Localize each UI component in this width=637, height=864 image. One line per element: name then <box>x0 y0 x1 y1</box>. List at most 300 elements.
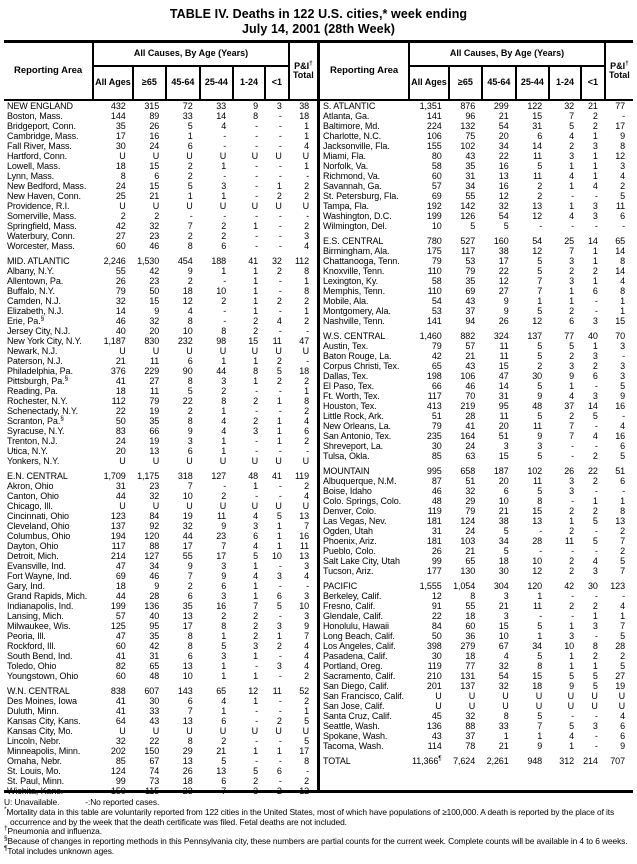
value-cell: 2 <box>304 296 309 306</box>
city-row <box>4 746 317 756</box>
value-cell: 2 <box>304 776 309 786</box>
value-cell: 1 <box>253 581 259 591</box>
city-row <box>320 221 633 231</box>
value-cell: 103 <box>460 536 476 546</box>
value-cell: 1 <box>592 256 598 266</box>
value-cell: 18 <box>115 161 126 171</box>
value-cell: 2,261 <box>486 756 509 766</box>
value-cell: 32 <box>149 491 160 501</box>
value-cell: 26 <box>115 276 126 286</box>
value-cell: 10 <box>182 326 193 336</box>
reporting-area-cell: Albuquerque, N.M. <box>323 476 397 486</box>
value-cell: 1 <box>569 296 575 306</box>
value-cell: 15 <box>532 111 543 121</box>
city-row <box>4 426 317 436</box>
value-cell: 11 <box>564 536 575 546</box>
value-cell: 1 <box>253 356 259 366</box>
value-cell: - <box>223 171 227 181</box>
reporting-area-cell: Seattle, Wash. <box>323 721 380 731</box>
value-cell: 54 <box>498 671 509 681</box>
reporting-area-cell: Yonkers, N.Y. <box>7 456 60 466</box>
value-cell: 1 <box>253 376 259 386</box>
col-header-ge65: ≥65 <box>133 66 166 100</box>
city-row <box>4 326 317 336</box>
value-cell: 69 <box>431 191 442 201</box>
value-cell: 92 <box>149 521 160 531</box>
value-cell: 11 <box>299 541 309 551</box>
reporting-area-cell: Minneapolis, Minn. <box>7 746 81 756</box>
value-cell: 4 <box>620 276 625 286</box>
value-cell: 31 <box>465 171 476 181</box>
value-cell: 229 <box>144 366 160 376</box>
value-cell: 838 <box>110 686 126 696</box>
value-cell: 3 <box>253 786 259 796</box>
value-cell: 25 <box>564 236 575 246</box>
value-cell: 110 <box>427 266 442 276</box>
value-cell: 94 <box>465 316 476 326</box>
value-cell: 132 <box>460 121 476 131</box>
value-cell: 13 <box>299 551 309 561</box>
value-cell: 11 <box>499 411 509 421</box>
value-cell: - <box>594 191 598 201</box>
reporting-area-cell: Los Angeles, Calif. <box>323 641 396 651</box>
reporting-area-cell: Dayton, Ohio <box>7 541 59 551</box>
value-cell: 3 <box>221 181 227 191</box>
value-cell: 12 <box>532 316 543 326</box>
value-cell: 3 <box>592 316 598 326</box>
value-cell: 5 <box>276 511 282 521</box>
value-cell: 117 <box>427 391 442 401</box>
city-row <box>4 366 317 376</box>
value-cell: - <box>594 741 598 751</box>
value-cell: 117 <box>111 541 126 551</box>
value-cell: - <box>571 496 575 506</box>
reporting-area-cell: Boise, Idaho <box>323 486 372 496</box>
value-cell: 8 <box>503 711 509 721</box>
value-cell: - <box>278 706 282 716</box>
city-row <box>4 241 317 251</box>
value-cell: 224 <box>426 121 442 131</box>
value-cell: 4 <box>304 571 309 581</box>
reporting-area-cell: Reading, Pa. <box>7 386 58 396</box>
value-cell: 2 <box>569 351 575 361</box>
value-cell: 192 <box>426 201 442 211</box>
value-cell: 1 <box>276 416 282 426</box>
value-cell: 67 <box>498 641 509 651</box>
value-cell: 9 <box>154 581 160 591</box>
value-cell: 995 <box>426 466 442 476</box>
value-cell: 98 <box>216 336 227 346</box>
value-cell: 4 <box>620 711 625 721</box>
value-cell: 7 <box>620 536 625 546</box>
value-cell: 2 <box>120 211 126 221</box>
value-cell: 16 <box>615 431 625 441</box>
value-cell: 2 <box>620 181 625 191</box>
value-cell: 5 <box>537 256 543 266</box>
value-cell: 4 <box>569 211 575 221</box>
value-cell: U <box>219 456 227 466</box>
value-cell: 85 <box>115 756 126 766</box>
value-cell: 23 <box>149 481 160 491</box>
value-cell: 1 <box>592 496 598 506</box>
value-cell: 43 <box>465 296 476 306</box>
value-cell: 1 <box>276 396 282 406</box>
value-cell: 1 <box>569 201 575 211</box>
col-header-lt1: <1 <box>581 66 605 100</box>
city-row <box>4 131 317 141</box>
reporting-area-cell: Shreveport, La. <box>323 441 384 451</box>
value-cell: 9 <box>187 561 193 571</box>
value-cell: 32 <box>115 736 126 746</box>
value-cell: 11 <box>272 336 282 346</box>
value-cell: U <box>119 726 126 736</box>
value-cell: U <box>219 151 227 161</box>
value-cell: 3 <box>187 436 193 446</box>
value-cell: - <box>223 306 227 316</box>
city-row <box>4 436 317 446</box>
value-cell: 1 <box>253 591 259 601</box>
value-cell: 210 <box>426 671 442 681</box>
value-cell: 14 <box>498 381 509 391</box>
value-cell: 46 <box>149 571 160 581</box>
value-cell: 73 <box>149 776 160 786</box>
value-cell: 1 <box>304 131 309 141</box>
value-cell: 2 <box>592 601 598 611</box>
city-row <box>4 661 317 671</box>
value-cell: 51 <box>615 466 625 476</box>
value-cell: 3 <box>304 231 309 241</box>
value-cell: 79 <box>431 256 442 266</box>
value-cell: 9 <box>620 741 625 751</box>
region-row <box>320 466 633 476</box>
value-cell: 122 <box>527 101 543 111</box>
value-cell: 131 <box>460 671 476 681</box>
value-cell: 454 <box>177 256 193 266</box>
reporting-area-cell: Youngstown, Ohio <box>7 671 79 681</box>
city-row <box>4 296 317 306</box>
city-row <box>320 401 633 411</box>
value-cell: 32 <box>182 521 193 531</box>
value-cell: 40 <box>115 326 126 336</box>
value-cell: 1 <box>569 661 575 671</box>
value-cell: 22 <box>182 396 193 406</box>
value-cell: 77 <box>465 661 476 671</box>
reporting-area-cell: Austin, Tex. <box>323 341 369 351</box>
value-cell: 84 <box>431 621 442 631</box>
city-row <box>4 356 317 366</box>
value-cell: 55 <box>115 266 126 276</box>
value-cell: 6 <box>276 766 282 776</box>
value-cell: 12 <box>299 786 309 796</box>
reporting-area-cell: Lexington, Ky. <box>323 276 378 286</box>
value-cell: 9 <box>503 296 509 306</box>
value-cell: 5 <box>592 411 598 421</box>
city-row <box>320 681 633 691</box>
region-row <box>320 581 633 591</box>
city-row <box>4 286 317 296</box>
value-cell: 126 <box>460 211 476 221</box>
value-cell: 58 <box>431 161 442 171</box>
value-cell: 35 <box>465 276 476 286</box>
col-header-45-64: 45-64 <box>482 66 515 100</box>
value-cell: 2 <box>569 266 575 276</box>
city-row <box>4 416 317 426</box>
city-row <box>4 211 317 221</box>
value-cell: - <box>594 421 598 431</box>
value-cell: 96 <box>465 111 476 121</box>
value-cell: 1 <box>592 151 598 161</box>
value-cell: U <box>435 691 442 701</box>
value-cell: - <box>255 171 259 181</box>
value-cell: 21 <box>498 741 509 751</box>
reporting-area-cell: Toledo, Ohio <box>7 661 57 671</box>
value-cell: 4 <box>620 601 625 611</box>
value-cell: 8 <box>221 621 227 631</box>
reporting-area-cell: Schenectady, N.Y. <box>7 406 79 416</box>
value-cell: 1 <box>592 171 598 181</box>
value-cell: U <box>219 346 227 356</box>
value-cell: 55 <box>182 551 193 561</box>
value-cell: 17 <box>216 551 227 561</box>
value-cell: 8 <box>620 286 625 296</box>
city-row <box>4 696 317 706</box>
value-cell: 1 <box>221 631 227 641</box>
value-cell: 22 <box>431 611 442 621</box>
value-cell: 2 <box>187 581 193 591</box>
value-cell: 1 <box>221 661 227 671</box>
value-cell: 5 <box>221 641 227 651</box>
value-cell: 7 <box>187 571 193 581</box>
age-group-header: All Causes, By Age (Years) <box>93 43 289 66</box>
reporting-area-cell: Lynn, Mass. <box>7 171 55 181</box>
city-row <box>320 151 633 161</box>
value-cell: U <box>251 456 259 466</box>
value-cell: 41 <box>115 651 126 661</box>
value-cell: 1 <box>592 246 598 256</box>
value-cell: - <box>255 231 259 241</box>
value-cell: 1 <box>253 561 259 571</box>
reporting-area-cell: San Jose, Calif. <box>323 701 385 711</box>
value-cell: 6 <box>187 696 193 706</box>
reporting-area-cell: Omaha, Nebr. <box>7 756 62 766</box>
value-cell: 1 <box>253 746 259 756</box>
reporting-area-cell: Gary, Ind. <box>7 581 45 591</box>
value-cell: 6 <box>503 486 509 496</box>
value-cell: 7 <box>537 721 543 731</box>
value-cell: 70 <box>465 391 476 401</box>
value-cell: 46 <box>149 241 160 251</box>
value-cell: 6 <box>221 581 227 591</box>
value-cell: 2 <box>304 376 309 386</box>
value-cell: 54 <box>431 296 442 306</box>
value-cell: 41 <box>115 376 126 386</box>
value-cell: 5 <box>503 221 509 231</box>
value-cell: - <box>594 381 598 391</box>
value-cell: 9 <box>620 391 625 401</box>
value-cell: 34 <box>532 641 543 651</box>
value-cell: 65 <box>216 686 227 696</box>
value-cell: 1 <box>253 276 259 286</box>
value-cell: 5 <box>620 556 625 566</box>
value-cell: 188 <box>211 256 227 266</box>
value-cell: - <box>278 276 282 286</box>
value-cell: 1,175 <box>137 471 160 481</box>
value-cell: 70 <box>615 331 625 341</box>
value-cell: 1 <box>187 191 193 201</box>
reporting-area-cell: Norfolk, Va. <box>323 161 369 171</box>
value-cell: 2 <box>620 526 625 536</box>
value-cell: U <box>302 346 309 356</box>
value-cell: U <box>152 346 160 356</box>
region-row <box>4 471 317 481</box>
value-cell: 14 <box>587 236 598 246</box>
value-cell: 75 <box>465 131 476 141</box>
value-cell: - <box>594 526 598 536</box>
reporting-area-cell: South Bend, Ind. <box>7 651 73 661</box>
col-header-all-ages: All Ages <box>93 66 132 100</box>
city-row <box>320 111 633 121</box>
footnote-line: §Because of changes in reporting methods in this Pennsylvania city, these numbers are partial counts for the current week. Complete counts will be available in 4 to 6 weeks. <box>4 835 628 847</box>
value-cell: 36 <box>465 631 476 641</box>
value-cell: U <box>535 691 543 701</box>
value-cell: 5 <box>503 526 509 536</box>
value-cell: 2 <box>187 231 193 241</box>
region-row <box>4 256 317 266</box>
value-cell: 4 <box>569 391 575 401</box>
pi-total-header: P&I† Total <box>289 43 317 100</box>
value-cell: 2 <box>569 556 575 566</box>
value-cell: 34 <box>465 181 476 191</box>
value-cell: 53 <box>465 256 476 266</box>
value-cell: - <box>278 671 282 681</box>
city-row <box>320 361 633 371</box>
value-cell: 21 <box>465 546 476 556</box>
city-row <box>4 786 317 796</box>
reporting-area-cell: Canton, Ohio <box>7 491 59 501</box>
value-cell: 65 <box>615 236 625 246</box>
value-cell: 6 <box>187 591 193 601</box>
value-cell: 77 <box>615 101 625 111</box>
value-cell: 1 <box>537 631 543 641</box>
value-cell: 5 <box>592 671 598 681</box>
city-row <box>320 296 633 306</box>
value-cell: 3 <box>592 391 598 401</box>
value-cell: 398 <box>426 641 442 651</box>
value-cell: U <box>435 701 442 711</box>
reporting-area-cell: Tampa, Fla. <box>323 201 369 211</box>
value-cell: 7 <box>304 631 309 641</box>
reporting-area-cell: Wichita, Kans. <box>7 786 64 796</box>
value-cell: 3 <box>569 631 575 641</box>
value-cell: 30 <box>498 566 509 576</box>
value-cell: 24 <box>115 436 126 446</box>
value-cell: 8 <box>620 256 625 266</box>
value-cell: 780 <box>426 236 442 246</box>
value-cell: 85 <box>431 451 442 461</box>
value-cell: 19 <box>182 511 193 521</box>
value-cell: 10 <box>564 641 575 651</box>
reporting-area-cell: Pueblo, Colo. <box>323 546 376 556</box>
city-row <box>320 591 633 601</box>
value-cell: - <box>223 316 227 326</box>
city-row <box>4 336 317 346</box>
value-cell: 57 <box>431 181 442 191</box>
city-row <box>320 516 633 526</box>
value-cell: - <box>278 326 282 336</box>
value-cell: 21 <box>498 111 509 121</box>
value-cell: 4 <box>304 491 309 501</box>
value-cell: 8 <box>537 661 543 671</box>
value-cell: 42 <box>149 266 160 276</box>
value-cell: 2 <box>221 736 227 746</box>
value-cell: - <box>278 581 282 591</box>
value-cell: 3 <box>221 561 227 571</box>
reporting-area-cell: Sacramento, Calif. <box>323 671 396 681</box>
value-cell: 11 <box>615 201 625 211</box>
city-row <box>4 641 317 651</box>
value-cell: 4 <box>620 171 625 181</box>
value-cell: - <box>255 386 259 396</box>
value-cell: 5 <box>187 121 193 131</box>
value-cell: 28 <box>532 536 543 546</box>
value-cell: 9 <box>503 306 509 316</box>
value-cell: 1 <box>221 446 227 456</box>
value-cell: - <box>278 241 282 251</box>
value-cell: 47 <box>115 631 126 641</box>
value-cell: 8 <box>187 416 193 426</box>
value-cell: - <box>278 736 282 746</box>
value-cell: 13 <box>182 661 193 671</box>
value-cell: 30 <box>149 696 160 706</box>
value-cell: 12 <box>532 246 543 256</box>
value-cell: 54 <box>498 121 509 131</box>
value-cell: - <box>278 121 282 131</box>
value-cell: 15 <box>615 316 625 326</box>
value-cell: 2 <box>187 161 193 171</box>
value-cell: 10 <box>498 631 509 641</box>
city-row <box>4 541 317 551</box>
value-cell: 7 <box>187 221 193 231</box>
value-cell: U <box>535 701 543 711</box>
value-cell: 3 <box>620 341 625 351</box>
city-row <box>4 376 317 386</box>
value-cell: 312 <box>559 756 575 766</box>
value-cell: 8 <box>221 326 227 336</box>
value-cell: U <box>152 501 160 511</box>
value-cell: 15 <box>498 451 509 461</box>
value-cell: 2 <box>592 121 598 131</box>
city-row <box>320 731 633 741</box>
value-cell: 17 <box>615 121 625 131</box>
value-cell: 48 <box>532 401 543 411</box>
value-cell: 6 <box>620 731 625 741</box>
value-cell: 3 <box>276 661 282 671</box>
value-cell: 1 <box>569 741 575 751</box>
value-cell: - <box>189 211 193 221</box>
value-cell: 14 <box>532 141 543 151</box>
footnote-unavailable: U: Unavailable. <box>4 797 60 807</box>
value-cell: 12 <box>182 296 193 306</box>
value-cell: 41 <box>115 706 126 716</box>
reporting-area-cell: MOUNTAIN <box>323 466 370 476</box>
value-cell: - <box>255 716 259 726</box>
reporting-area-cell: Springfield, Mass. <box>7 221 77 231</box>
value-cell: U <box>251 151 259 161</box>
value-cell: 2 <box>253 776 259 786</box>
left-table-header <box>4 43 317 100</box>
value-cell: 26 <box>498 316 509 326</box>
reporting-area-cell: Lincoln, Nebr. <box>7 736 61 746</box>
